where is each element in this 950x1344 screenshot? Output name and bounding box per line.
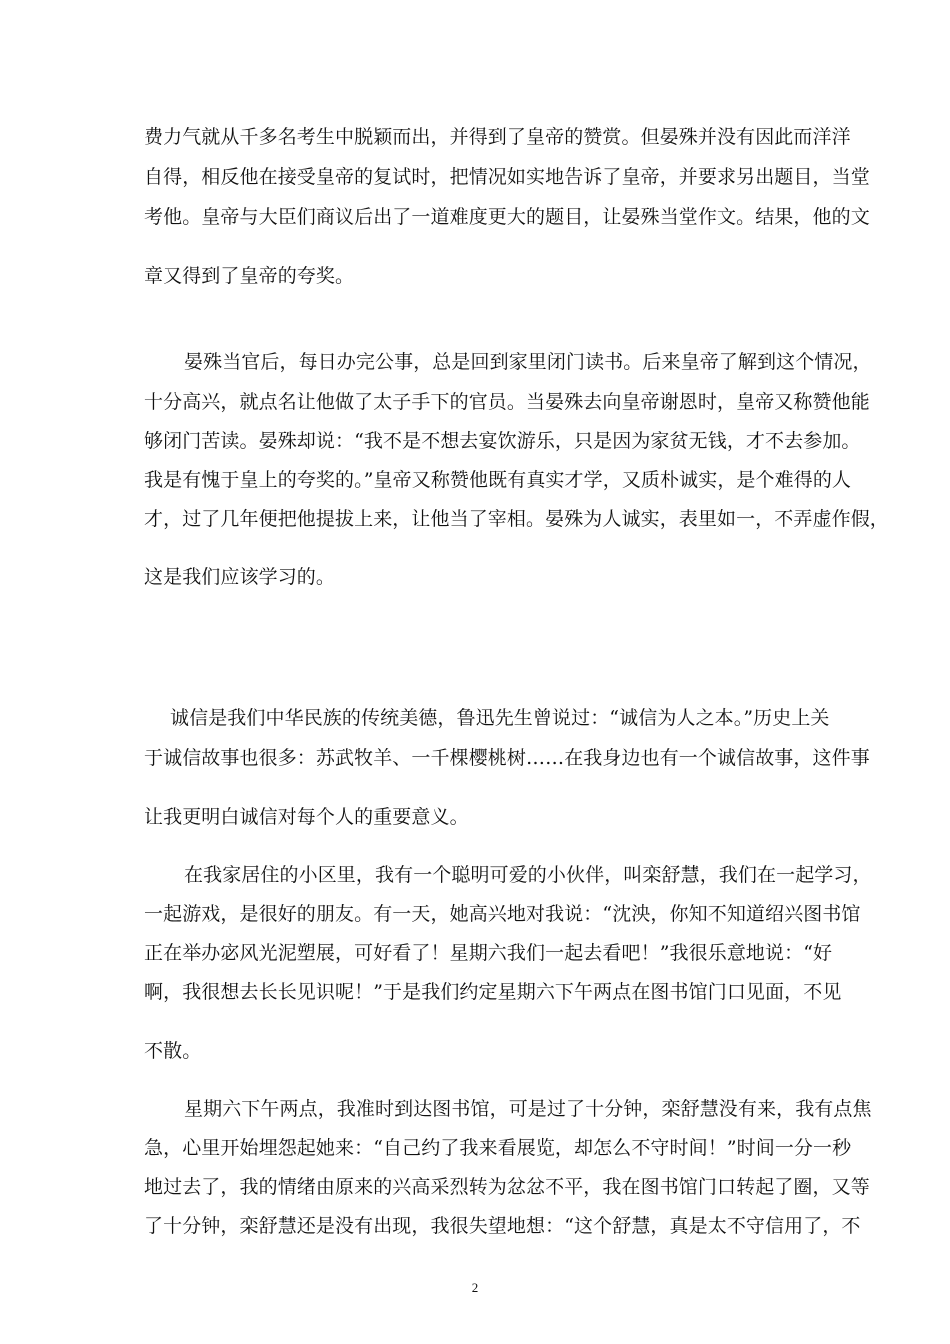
paragraph-2-line-1: 晏殊当官后，每日办完公事，总是回到家里闭门读书。后来皇帝了解到这个情况， [184,351,872,373]
paragraph-2-line-4: 我是有愧于皇上的夸奖的。”皇帝又称赞他既有真实才学，又质朴诚实，是个难得的人 [144,469,852,491]
paragraph-2-line-3: 够闭门苦读。晏殊却说：“我不是不想去宴饮游乐，只是因为家贫无钱，才不去参加。 [144,430,861,452]
paragraph-2-line-6: 这是我们应该学习的。 [144,566,336,588]
paragraph-3-line-1: 诚信是我们中华民族的传统美德，鲁迅先生曾说过：“诚信为人之本。”历史上关 [170,707,830,729]
page-number: 2 [471,1280,479,1295]
paragraph-4-line-1: 在我家居住的小区里，我有一个聪明可爱的小伙伴，叫栾舒慧，我们在一起学习， [184,864,872,886]
paragraph-1-line-3: 考他。皇帝与大臣们商议后出了一道难度更大的题目，让晏殊当堂作文。结果，他的文 [144,206,870,228]
paragraph-4-line-3: 正在举办宓风光泥塑展，可好看了！星期六我们一起去看吧！”我很乐意地说：“好 [144,942,833,964]
paragraph-5-line-1: 星期六下午两点，我准时到达图书馆，可是过了十分钟，栾舒慧没有来，我有点焦 [184,1098,872,1120]
paragraph-3-line-2: 于诚信故事也很多：苏武牧羊、一千棵樱桃树……在我身边也有一个诚信故事，这件事 [144,747,870,769]
paragraph-1-line-2: 自得，相反他在接受皇帝的复试时，把情况如实地告诉了皇帝，并要求另出题目，当堂 [144,166,870,188]
paragraph-1-line-4: 章又得到了皇帝的夸奖。 [144,265,355,287]
paragraph-3-line-3: 让我更明白诚信对每个人的重要意义。 [144,806,469,828]
paragraph-1-line-1: 费力气就从千多名考生中脱颖而出，并得到了皇帝的赞赏。但晏殊并没有因此而洋洋 [144,126,851,148]
paragraph-5-line-4: 了十分钟，栾舒慧还是没有出现，我很失望地想：“这个舒慧，真是太不守信用了，不 [144,1215,861,1237]
paragraph-5-line-3: 地过去了，我的情绪由原来的兴高采烈转为忿忿不平，我在图书馆门口转起了圈，又等 [144,1176,870,1198]
paragraph-4-line-2: 一起游戏，是很好的朋友。有一天，她高兴地对我说：“沈泱，你知不知道绍兴图书馆 [144,903,861,925]
paragraph-4-line-5: 不散。 [144,1040,202,1062]
paragraph-4-line-4: 啊，我很想去长长见识呢！”于是我们约定星期六下午两点在图书馆门口见面，不见 [144,981,842,1003]
paragraph-2-line-5: 才，过了几年便把他提拔上来，让他当了宰相。晏殊为人诚实，表里如一，不弄虚作假， [144,508,889,530]
paragraph-5-line-2: 急，心里开始埋怨起她来：“自己约了我来看展览，却怎么不守时间！”时间一分一秒 [144,1137,852,1159]
paragraph-2-line-2: 十分高兴，就点名让他做了太子手下的官员。当晏殊去向皇帝谢恩时，皇帝又称赞他能 [144,391,870,413]
